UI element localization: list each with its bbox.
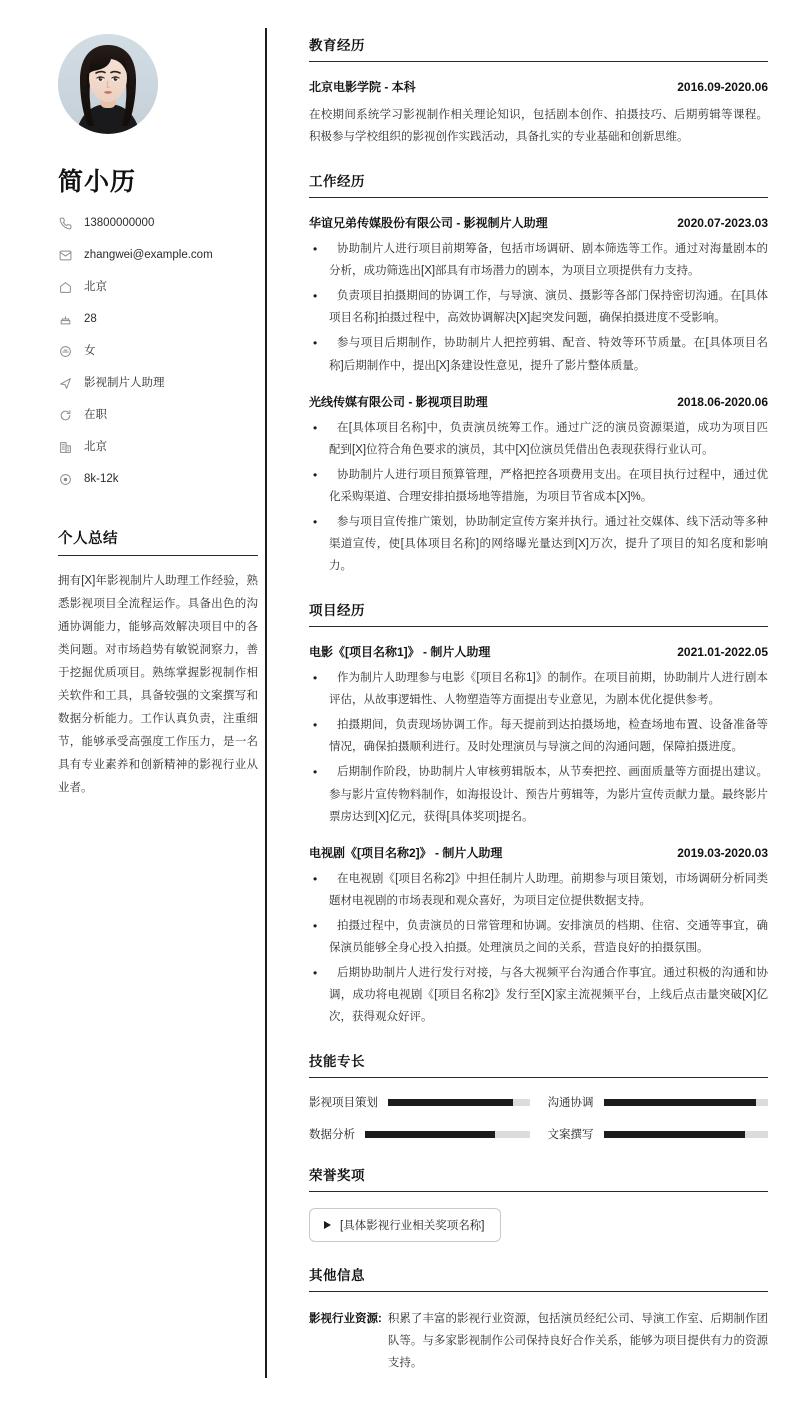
sidebar <box>0 0 265 800</box>
list-item: • 参与项目后期制作，协助制片人把控剪辑、配音、特效等环节质量。在[具体项目名称]后期制作中，提出[X]条建设性意见，提升了影片整体质量。 <box>309 332 768 376</box>
contact-value: 8k-12k <box>84 472 119 485</box>
skill-item <box>309 1094 530 1110</box>
award-list <box>309 1208 768 1242</box>
contact-item-age <box>58 312 237 327</box>
skill-label: 文案撰写 <box>547 1129 594 1142</box>
other-info-label: 影视行业资源: <box>309 1313 382 1326</box>
education-entry <box>309 78 768 148</box>
skill-progress-fill <box>604 1099 757 1106</box>
skill-item <box>309 1126 530 1142</box>
contact-value: 影视制片人助理 <box>84 376 165 389</box>
award-label: [具体影视行业相关奖项名称] <box>340 1220 485 1233</box>
skill-progress-track <box>604 1131 769 1138</box>
section-title: 项目经历 <box>309 599 768 627</box>
column-divider <box>265 28 267 1378</box>
skill-progress-fill <box>388 1099 513 1106</box>
section-skills <box>309 1050 768 1142</box>
skill-progress-track <box>365 1131 530 1138</box>
entry-date: 2016.09-2020.06 <box>677 80 768 94</box>
list-item: • 拍摄过程中，负责演员的日常管理和协调。安排演员的档期、住宿、交通等事宜，确保演员能够全身心投入拍摄。处理演员之间的关系，营造良好的拍摄氛围。 <box>309 915 768 959</box>
work-entry <box>309 393 768 578</box>
section-awards <box>309 1164 768 1242</box>
contact-item-status <box>58 408 237 423</box>
award-chip[interactable] <box>309 1208 501 1242</box>
other-info-value: 积累了丰富的影视行业资源，包括演员经纪公司、导演工作室、后期制作团队等。与多家影视制作公司保持良好合作关系，能够为项目提供有力的资源支持。 <box>387 1313 768 1370</box>
list-item: • 协助制片人进行项目预算管理，严格把控各项费用支出。在项目执行过程中，通过优化采购渠道、合理安排拍摄场地等措施，为项目节省成本[X]%。 <box>309 464 768 508</box>
project-entry <box>309 844 768 1029</box>
skill-progress-fill <box>604 1131 745 1138</box>
project-entry <box>309 643 768 828</box>
skill-label: 数据分析 <box>309 1129 355 1142</box>
contact-list <box>58 216 237 487</box>
section-title: 工作经历 <box>309 170 768 198</box>
bullet-list <box>309 238 768 376</box>
contact-item-location <box>58 280 237 295</box>
section-other-info <box>309 1264 768 1374</box>
building-icon <box>58 440 73 455</box>
skill-label: 沟通协调 <box>547 1097 594 1110</box>
list-item: • 负责项目拍摄期间的协调工作，与导演、演员、摄影等各部门保持密切沟通。在[具体项目名称]拍摄过程中，高效协调解决[X]起突发问题，确保拍摄进度不受影响。 <box>309 285 768 329</box>
section-title: 其他信息 <box>309 1264 768 1292</box>
refresh-icon <box>58 408 73 423</box>
entry-header <box>309 78 768 95</box>
work-entry <box>309 214 768 376</box>
section-title: 教育经历 <box>309 34 768 62</box>
contact-item-salary <box>58 472 237 487</box>
home-icon <box>58 280 73 295</box>
skill-progress-track <box>388 1099 530 1106</box>
contact-item-city <box>58 440 237 455</box>
envelope-icon <box>58 248 73 263</box>
contact-value: 13800000000 <box>84 216 155 229</box>
list-item: • 参与项目宣传推广策划，协助制定宣传方案并执行。通过社交媒体、线下活动等多种渠道宣传，使[具体项目名称]的网络曝光量达到[X]万次，提升了项目的知名度和影响力。 <box>309 511 768 577</box>
entry-description: 在校期间系统学习影视制作相关理论知识，包括剧本创作、拍摄技巧、后期剪辑等课程。积极参与学校组织的影视创作实践活动，具备扎实的专业基础和创新思维。 <box>309 109 768 144</box>
other-info-row <box>309 1308 768 1374</box>
play-triangle-icon <box>324 1221 331 1229</box>
section-summary <box>58 527 258 800</box>
gender-icon <box>58 344 73 359</box>
entry-header <box>309 393 768 410</box>
avatar <box>58 34 158 134</box>
entry-title: 华谊兄弟传媒股份有限公司 - 影视制片人助理 <box>309 216 548 231</box>
list-item: • 在电视剧《[项目名称2]》中担任制片人助理。前期参与项目策划，市场调研分析同类题材电视剧的市场表现和观众喜好，为项目定位提供数据支持。 <box>309 868 768 912</box>
section-projects <box>309 599 768 1028</box>
summary-text: 拥有[X]年影视制片人助理工作经验，熟悉影视项目全流程运作。具备出色的沟通协调能力，能够高效解决项目中的各类问题。对市场趋势有敏锐洞察力，善于挖掘优质项目。熟练掌握影视制作相关软件和工具，具备较强的文案撰写和数据分析能力。工作认真负责，注重细节，能够承受高强度工作压力，是一名具有专业素养和创新精神的影视行业从业者。 <box>58 575 258 794</box>
entry-date: 2020.07-2023.03 <box>677 216 768 231</box>
skills-grid <box>309 1094 768 1142</box>
target-icon <box>58 472 73 487</box>
entry-header <box>309 214 768 231</box>
section-education <box>309 34 768 148</box>
entry-title: 北京电影学院 - 本科 <box>309 80 416 94</box>
contact-item-email <box>58 248 237 263</box>
contact-value: 在职 <box>84 408 107 421</box>
section-title: 技能专长 <box>309 1050 768 1078</box>
rocket-icon <box>58 376 73 391</box>
section-work <box>309 170 768 577</box>
contact-item-phone <box>58 216 237 231</box>
list-item: • 拍摄期间，负责现场协调工作。每天提前到达拍摄场地，检查场地布置、设备准备等情况，确保拍摄顺利进行。及时处理演员与导演之间的沟通问题，保障拍摄进度。 <box>309 714 768 758</box>
section-title: 个人总结 <box>58 527 258 556</box>
entry-date: 2021.01-2022.05 <box>677 645 768 660</box>
entry-date: 2018.06-2020.06 <box>677 394 768 409</box>
skill-item <box>548 1094 769 1110</box>
list-item: • 后期制作阶段，协助制片人审核剪辑版本，从节奏把控、画面质量等方面提出建议。参与影片宣传物料制作，如海报设计、预告片剪辑等，为影片宣传贡献力量。最终影片票房达到[X]亿元，获得[具体奖项]提名。 <box>309 761 768 827</box>
section-title: 荣誉奖项 <box>309 1164 768 1192</box>
main-content <box>265 0 794 1427</box>
phone-icon <box>58 216 73 231</box>
contact-value: 28 <box>84 312 97 325</box>
skill-progress-fill <box>365 1131 495 1138</box>
cake-icon <box>58 312 73 327</box>
entry-title: 电视剧《[项目名称2]》 - 制片人助理 <box>309 845 503 860</box>
bullet-list <box>309 417 768 578</box>
contact-item-gender <box>58 344 237 359</box>
contact-value: 北京 <box>84 440 107 453</box>
list-item: • 后期协助制片人进行发行对接，与各大视频平台沟通合作事宜。通过积极的沟通和协调，成功将电视剧《[项目名称2]》发行至[X]家主流视频平台，上线后点击量突破[X]亿次，获得观众好评。 <box>309 962 768 1028</box>
page-title: 简小历 <box>58 168 137 196</box>
entry-title: 光线传媒有限公司 - 影视项目助理 <box>309 394 488 409</box>
list-item: • 协助制片人进行项目前期筹备，包括市场调研、剧本筛选等工作。通过对海量剧本的分析，成功筛选出[X]部具有市场潜力的剧本，为项目立项提供有力支持。 <box>309 238 768 282</box>
entry-title: 电影《[项目名称1]》 - 制片人助理 <box>309 645 491 660</box>
list-item: • 作为制片人助理参与电影《[项目名称1]》的制作。在项目前期，协助制片人进行剧本评估，从故事逻辑性、人物塑造等方面提出专业意见，为剧本优化提供参考。 <box>309 667 768 711</box>
list-item: • 在[具体项目名称]中，负责演员统筹工作。通过广泛的演员资源渠道，成功为项目匹配到[X]位符合角色要求的演员，其中[X]位演员凭借出色表现获得行业认可。 <box>309 417 768 461</box>
contact-item-position <box>58 376 237 391</box>
bullet-list <box>309 868 768 1029</box>
entry-header <box>309 643 768 660</box>
contact-value: 女 <box>84 344 96 357</box>
entry-date: 2019.03-2020.03 <box>677 845 768 860</box>
portrait-photo-icon <box>58 34 158 134</box>
skill-progress-track <box>604 1099 769 1106</box>
skill-label: 影视项目策划 <box>309 1097 378 1110</box>
contact-value: zhangwei@example.com <box>84 248 213 261</box>
skill-item <box>548 1126 769 1142</box>
bullet-list <box>309 667 768 828</box>
entry-header <box>309 844 768 861</box>
contact-value: 北京 <box>84 280 107 293</box>
